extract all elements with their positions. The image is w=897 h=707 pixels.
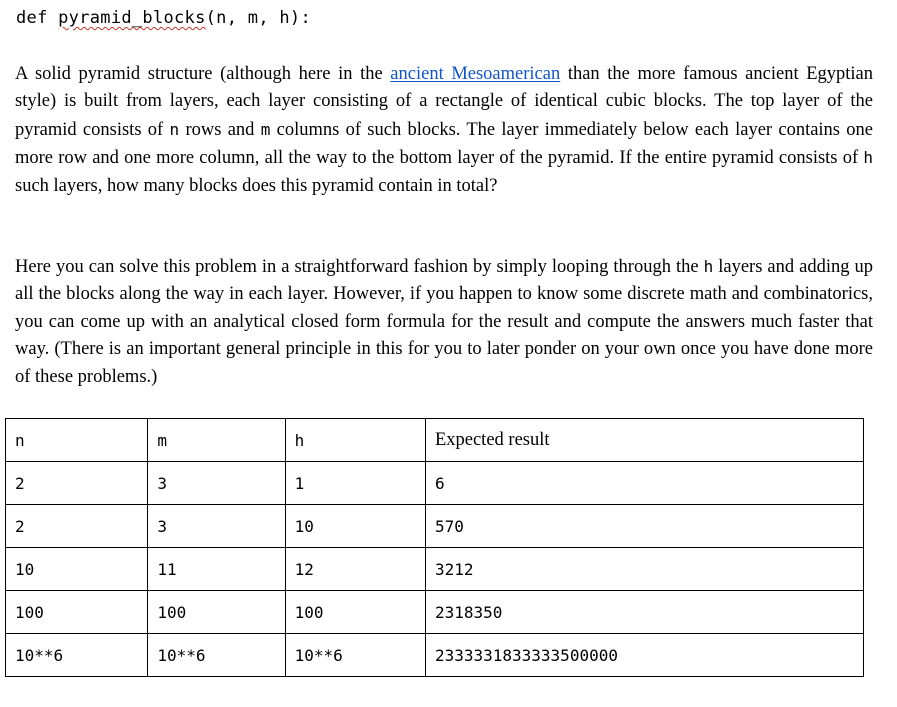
table-header-row [6, 419, 864, 462]
cell-expected: 2318350 [425, 591, 863, 634]
header-h: h [285, 419, 425, 462]
function-name: pyramid_blocks [58, 8, 206, 28]
mesoamerican-link[interactable]: ancient Mesoamerican [390, 64, 561, 84]
function-signature [16, 8, 311, 28]
table-row [6, 591, 864, 634]
var-n: n [169, 119, 180, 139]
cell-m: 11 [148, 548, 285, 591]
cell-m: 3 [148, 462, 285, 505]
table-row [6, 462, 864, 505]
header-m: m [148, 419, 285, 462]
def-keyword: def [16, 8, 59, 28]
problem-description: A solid pyramid structure (although here in the ancient Mesoamerican than the more famous ancient Egyptian style) is built from layers, each layer consisting of a rectangle of identical cubic blocks. The top layer of the pyramid consists of n rows and m columns of such blocks. The layer immediately below each layer contains one more row and one more column, all the way to the bottom layer of the pyramid. If the entire pyramid consists of h such layers, how many blocks does this pyramid contain in total? [15, 64, 874, 196]
cell-h: 100 [285, 591, 425, 634]
function-params: (n, m, h): [205, 8, 311, 28]
cell-n: 100 [6, 591, 148, 634]
cell-expected: 2333331833333500000 [425, 634, 863, 677]
cell-m: 10**6 [148, 634, 285, 677]
cell-h: 10 [285, 505, 425, 548]
cell-h: 10**6 [285, 634, 425, 677]
table-row [6, 505, 864, 548]
cell-n: 10**6 [6, 634, 148, 677]
header-n: n [6, 419, 148, 462]
cell-expected: 6 [425, 462, 863, 505]
cell-m: 100 [148, 591, 285, 634]
table-row [6, 634, 864, 677]
cell-m: 3 [148, 505, 285, 548]
var-h: h [703, 257, 714, 276]
cell-expected: 570 [425, 505, 863, 548]
expected-results-table [5, 418, 864, 677]
cell-n: 10 [6, 548, 148, 591]
cell-h: 1 [285, 462, 425, 505]
table-row [6, 548, 864, 591]
cell-expected: 3212 [425, 548, 863, 591]
header-expected-result: Expected result [425, 419, 863, 462]
var-h: h [863, 148, 873, 168]
cell-n: 2 [6, 462, 148, 505]
cell-n: 2 [6, 505, 148, 548]
var-m: m [260, 119, 271, 139]
cell-h: 12 [285, 548, 425, 591]
solution-hint: Here you can solve this problem in a straightforward fashion by simply looping through the h layers and adding up all the blocks along the way in each layer. However, if you happen to know some discrete math and combinatorics, you can come up with an analytical closed form formula for the result and compute the answers much faster that way. (There is an important general principle in this for you to later ponder on your own once you have done more of these problems.) [15, 257, 873, 387]
